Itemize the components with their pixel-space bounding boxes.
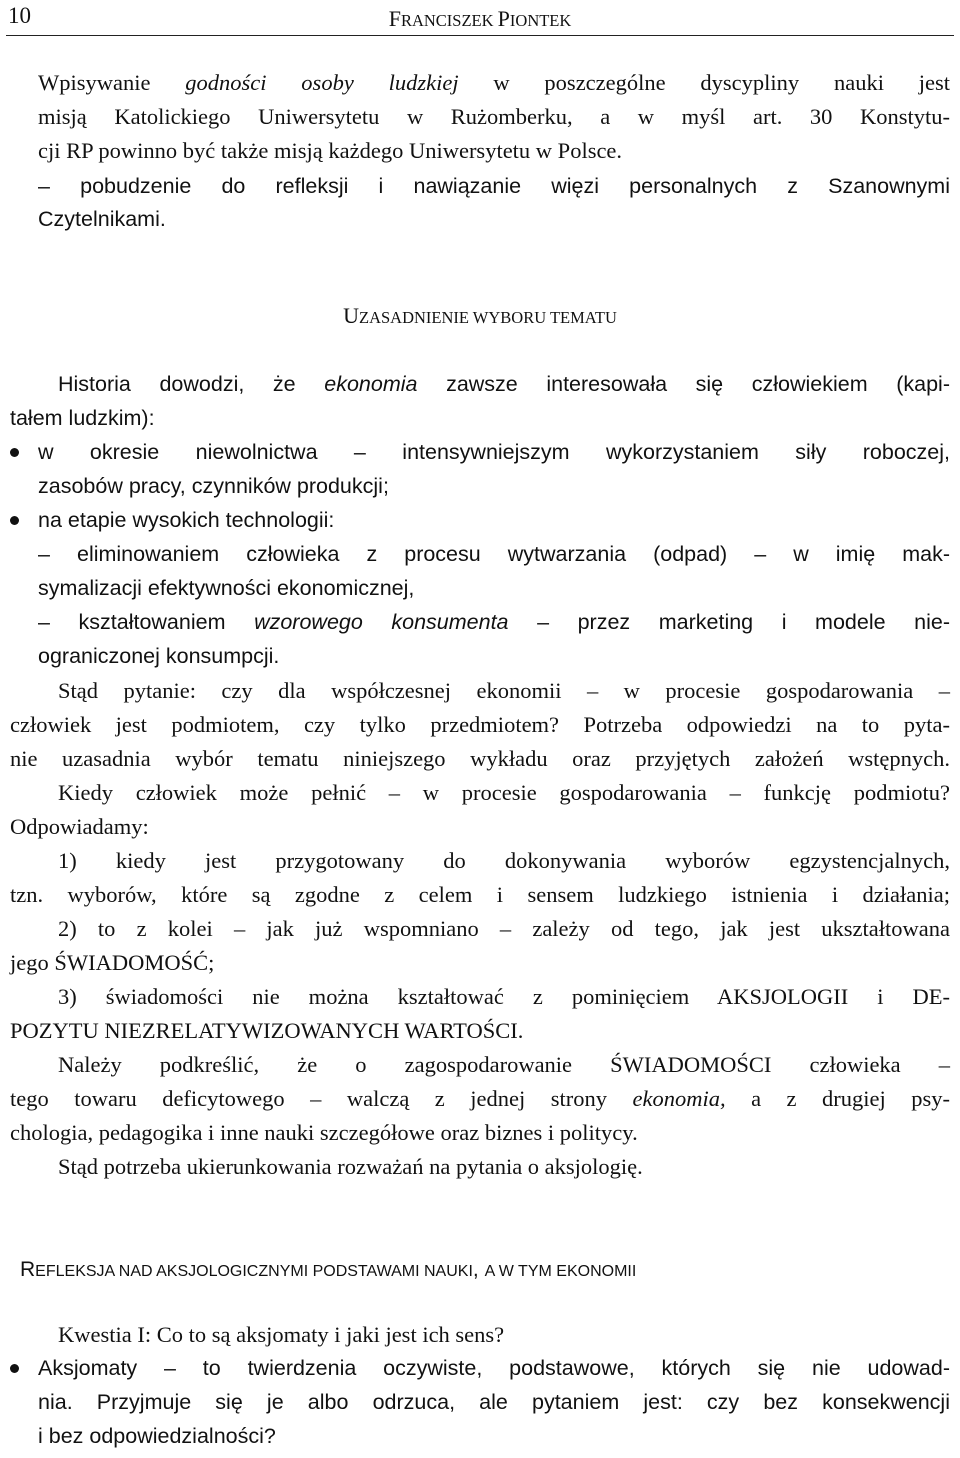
s1-p2-line-2: człowiek jest podmiotem, czy tylko przedmiotem? Potrzeba odpowiedzi na to pyta- [10,712,950,737]
bullet-icon [10,448,19,457]
s1-p4-line-3: chologia, pedagogika i inne nauki szczegółowe oraz biznes i politycy. [10,1120,638,1145]
page-number: 10 [8,3,31,28]
header-rule [6,35,954,36]
s1-p4-line-1: Należy podkreślić, że o zagospodarowanie ŚWIADOMOŚCI człowieka – [58,1052,950,1077]
s2-question-1: Kwestia I: Co to są aksjomaty i jaki jest ich sens? [58,1322,505,1347]
intro-line-4: – pobudzenie do refleksji i nawiązanie więzi personalnych z Szanownymi [38,174,950,198]
s1-dash-1-line-2: symalizacji efektywności ekonomicznej, [38,576,415,600]
s1-p1-line-1: Historia dowodzi, że ekonomia zawsze interesowała się człowiekiem (kapi- [58,372,950,396]
s1-p3-line-1: Kiedy człowiek może pełnić – w procesie gospodarowania – funkcję podmiotu? [58,780,950,805]
section-title-uzasadnienie: UZASADNIENIE WYBORU TEMATU [343,303,617,328]
section-title-refleksja: REFLEKSJA NAD AKSJOLOGICZNYMI PODSTAWAMI NAUKI, A W TYM EKONOMII [20,1258,637,1281]
s1-num-1-line-2: tzn. wyborów, które są zgodne z celem i sensem ludzkiego istnienia i działania; [10,882,950,907]
s2-bullet-1-line-2: nia. Przyjmuje się je albo odrzuca, ale pytaniem jest: czy bez konsekwencji [38,1390,950,1414]
intro-line-2: misją Katolickiego Uniwersytetu w Rużomberku, a w myśl art. 30 Konstytu- [38,104,950,129]
s1-p4-line-2: tego towaru deficytowego – walczą z jednej strony ekonomia, a z drugiej psy- [10,1086,950,1111]
s1-num-2-line-2: jego ŚWIADOMOŚĆ; [10,950,215,975]
s1-bullet-1-line-1: w okresie niewolnictwa – intensywniejszym wykorzystaniem siły roboczej, [38,440,950,464]
s1-num-3-line-2: POZYTU NIEZRELATYWIZOWANYCH WARTOŚCI. [10,1018,524,1043]
intro-line-5: Czytelnikami. [38,207,166,231]
s1-num-2-line-1: 2) to z kolei – jak już wspomniano – zależy od tego, jak jest ukształtowana [58,916,950,941]
s1-num-3-line-1: 3) świadomości nie można kształtować z pominięciem AKSJOLOGII i DE- [58,984,950,1009]
s1-dash-2-line-2: ograniczonej konsumpcji. [38,644,280,668]
s1-bullet-1-line-2: zasobów pracy, czynników produkcji; [38,474,389,498]
page-header [0,0,960,40]
s1-num-1-line-1: 1) kiedy jest przygotowany do dokonywania wyborów egzystencjalnych, [58,848,950,873]
intro-line-3: cji RP powinno być także misją każdego Uniwersytetu w Polsce. [38,138,623,163]
s1-p1-line-2: tałem ludzkim): [10,406,155,430]
s1-p3-line-2: Odpowiadamy: [10,814,149,839]
s1-dash-1-line-1: – eliminowaniem człowieka z procesu wytwarzania (odpad) – w imię mak- [38,542,950,566]
s2-bullet-1-line-1: Aksjomaty – to twierdzenia oczywiste, podstawowe, których się nie udowad- [38,1356,950,1380]
s1-p5-line-1: Stąd potrzeba ukierunkowania rozważań na pytania o aksjologię. [58,1154,643,1179]
s2-bullet-1-line-3: i bez odpowiedzialności? [38,1424,276,1448]
s1-dash-2-line-1: – kształtowaniem wzorowego konsumenta – przez marketing i modele nie- [38,610,950,634]
s1-p2-line-1: Stąd pytanie: czy dla współczesnej ekonomii – w procesie gospodarowania – [58,678,950,703]
intro-line-1: Wpisywanie godności osoby ludzkiej w poszczególne dyscypliny nauki jest [38,70,950,95]
running-head-author: FRANCISZEK PIONTEK [388,6,572,31]
s1-p2-line-3: nie uzasadnia wybór tematu niniejszego wykładu oraz przyjętych założeń wstępnych. [10,746,950,771]
bullet-icon [10,516,19,525]
bullet-icon [10,1364,19,1373]
s1-bullet-2-line-1: na etapie wysokich technologii: [38,508,335,532]
